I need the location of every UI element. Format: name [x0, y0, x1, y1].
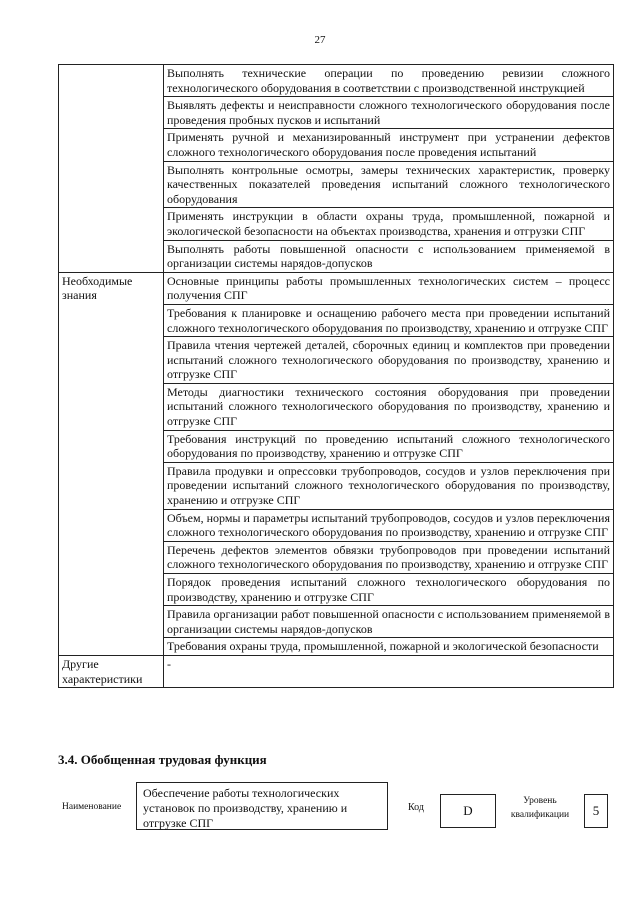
function-name-value: Обеспечение работы технологических установок по производству, хранению и отгрузке СПГ: [136, 782, 388, 830]
qualification-level-value: 5: [584, 794, 608, 828]
table-row: [59, 65, 614, 97]
knowledge-item: Требования к планировке и оснащению рабочего места при проведении испытаний сложного технологического оборудования по производству, хранению и отгрузке СПГ: [164, 304, 614, 336]
section-title: 3.4. Обобщенная трудовая функция: [58, 752, 267, 767]
function-code-value: D: [440, 794, 496, 828]
other-characteristics-value: -: [164, 655, 614, 687]
skills-label: [59, 65, 164, 273]
knowledge-item: Правила организации работ повышенной опасности с использованием применяемой в организации системы нарядов-допусков: [164, 606, 614, 638]
knowledge-label: Необходимые знания: [59, 272, 164, 655]
skills-item: Применять ручной и механизированный инструмент при устранении дефектов сложного технологического оборудования после проведения испытаний: [164, 129, 614, 161]
table-row: [59, 272, 614, 304]
skills-item: Выполнять работы повышенной опасности с использованием применяемой в организации системы нарядов-допусков: [164, 240, 614, 272]
knowledge-item: Правила чтения чертежей деталей, сборочных единиц и комплектов при проведении испытаний сложного технологического оборудования по производству, хранению и отгрузке СПГ: [164, 337, 614, 384]
generalized-function-row: [58, 780, 614, 840]
knowledge-item: Правила продувки и опрессовки трубопроводов, сосудов и узлов переключения при проведении испытаний сложного технологического оборудования по производству, хранению и отгрузке СПГ: [164, 462, 614, 509]
skills-item: Применять инструкции в области охраны труда, промышленной, пожарной и экологической безопасности на объектах производства, хранения и отгрузки СПГ: [164, 208, 614, 240]
skills-item: Выполнять технические операции по проведению ревизии сложного технологического оборудования в соответствии с производственной инструкцией: [164, 65, 614, 97]
knowledge-item: Требования инструкций по проведению испытаний сложного технологического оборудования по производству, хранению и отгрузке СПГ: [164, 430, 614, 462]
qualification-level-label: Уровень квалификации: [510, 796, 570, 820]
skills-item: Выявлять дефекты и неисправности сложного технологического оборудования после проведения пробных пусков и испытаний: [164, 97, 614, 129]
knowledge-item: Методы диагностики технического состояния оборудования при проведении испытаний сложного технологического оборудования по производству, хранению и отгрузке СПГ: [164, 383, 614, 430]
knowledge-item: Основные принципы работы промышленных технологических систем – процесс получения СПГ: [164, 272, 614, 304]
other-characteristics-label: Другие характеристики: [59, 655, 164, 687]
page-number: 27: [314, 34, 326, 46]
table-row: [59, 655, 614, 687]
skills-item: Выполнять контрольные осмотры, замеры технических характеристик, проверку качественных показателей проведения испытаний сложного технологического оборудования: [164, 161, 614, 208]
knowledge-item: Перечень дефектов элементов обвязки трубопроводов при проведении испытаний сложного технологического оборудования по производству, хранению и отгрузке СПГ: [164, 541, 614, 573]
function-name-label: Наименование: [62, 802, 122, 812]
knowledge-item: Объем, нормы и параметры испытаний трубопроводов, сосудов и узлов переключения сложного технологического оборудования по производству, хранению и отгрузке СПГ: [164, 509, 614, 541]
function-code-label: Код: [408, 802, 424, 813]
knowledge-item: Требования охраны труда, промышленной, пожарной и экологической безопасности: [164, 638, 614, 656]
requirements-table: [58, 64, 614, 688]
knowledge-item: Порядок проведения испытаний сложного технологического оборудования по производству, хранению и отгрузке СПГ: [164, 574, 614, 606]
